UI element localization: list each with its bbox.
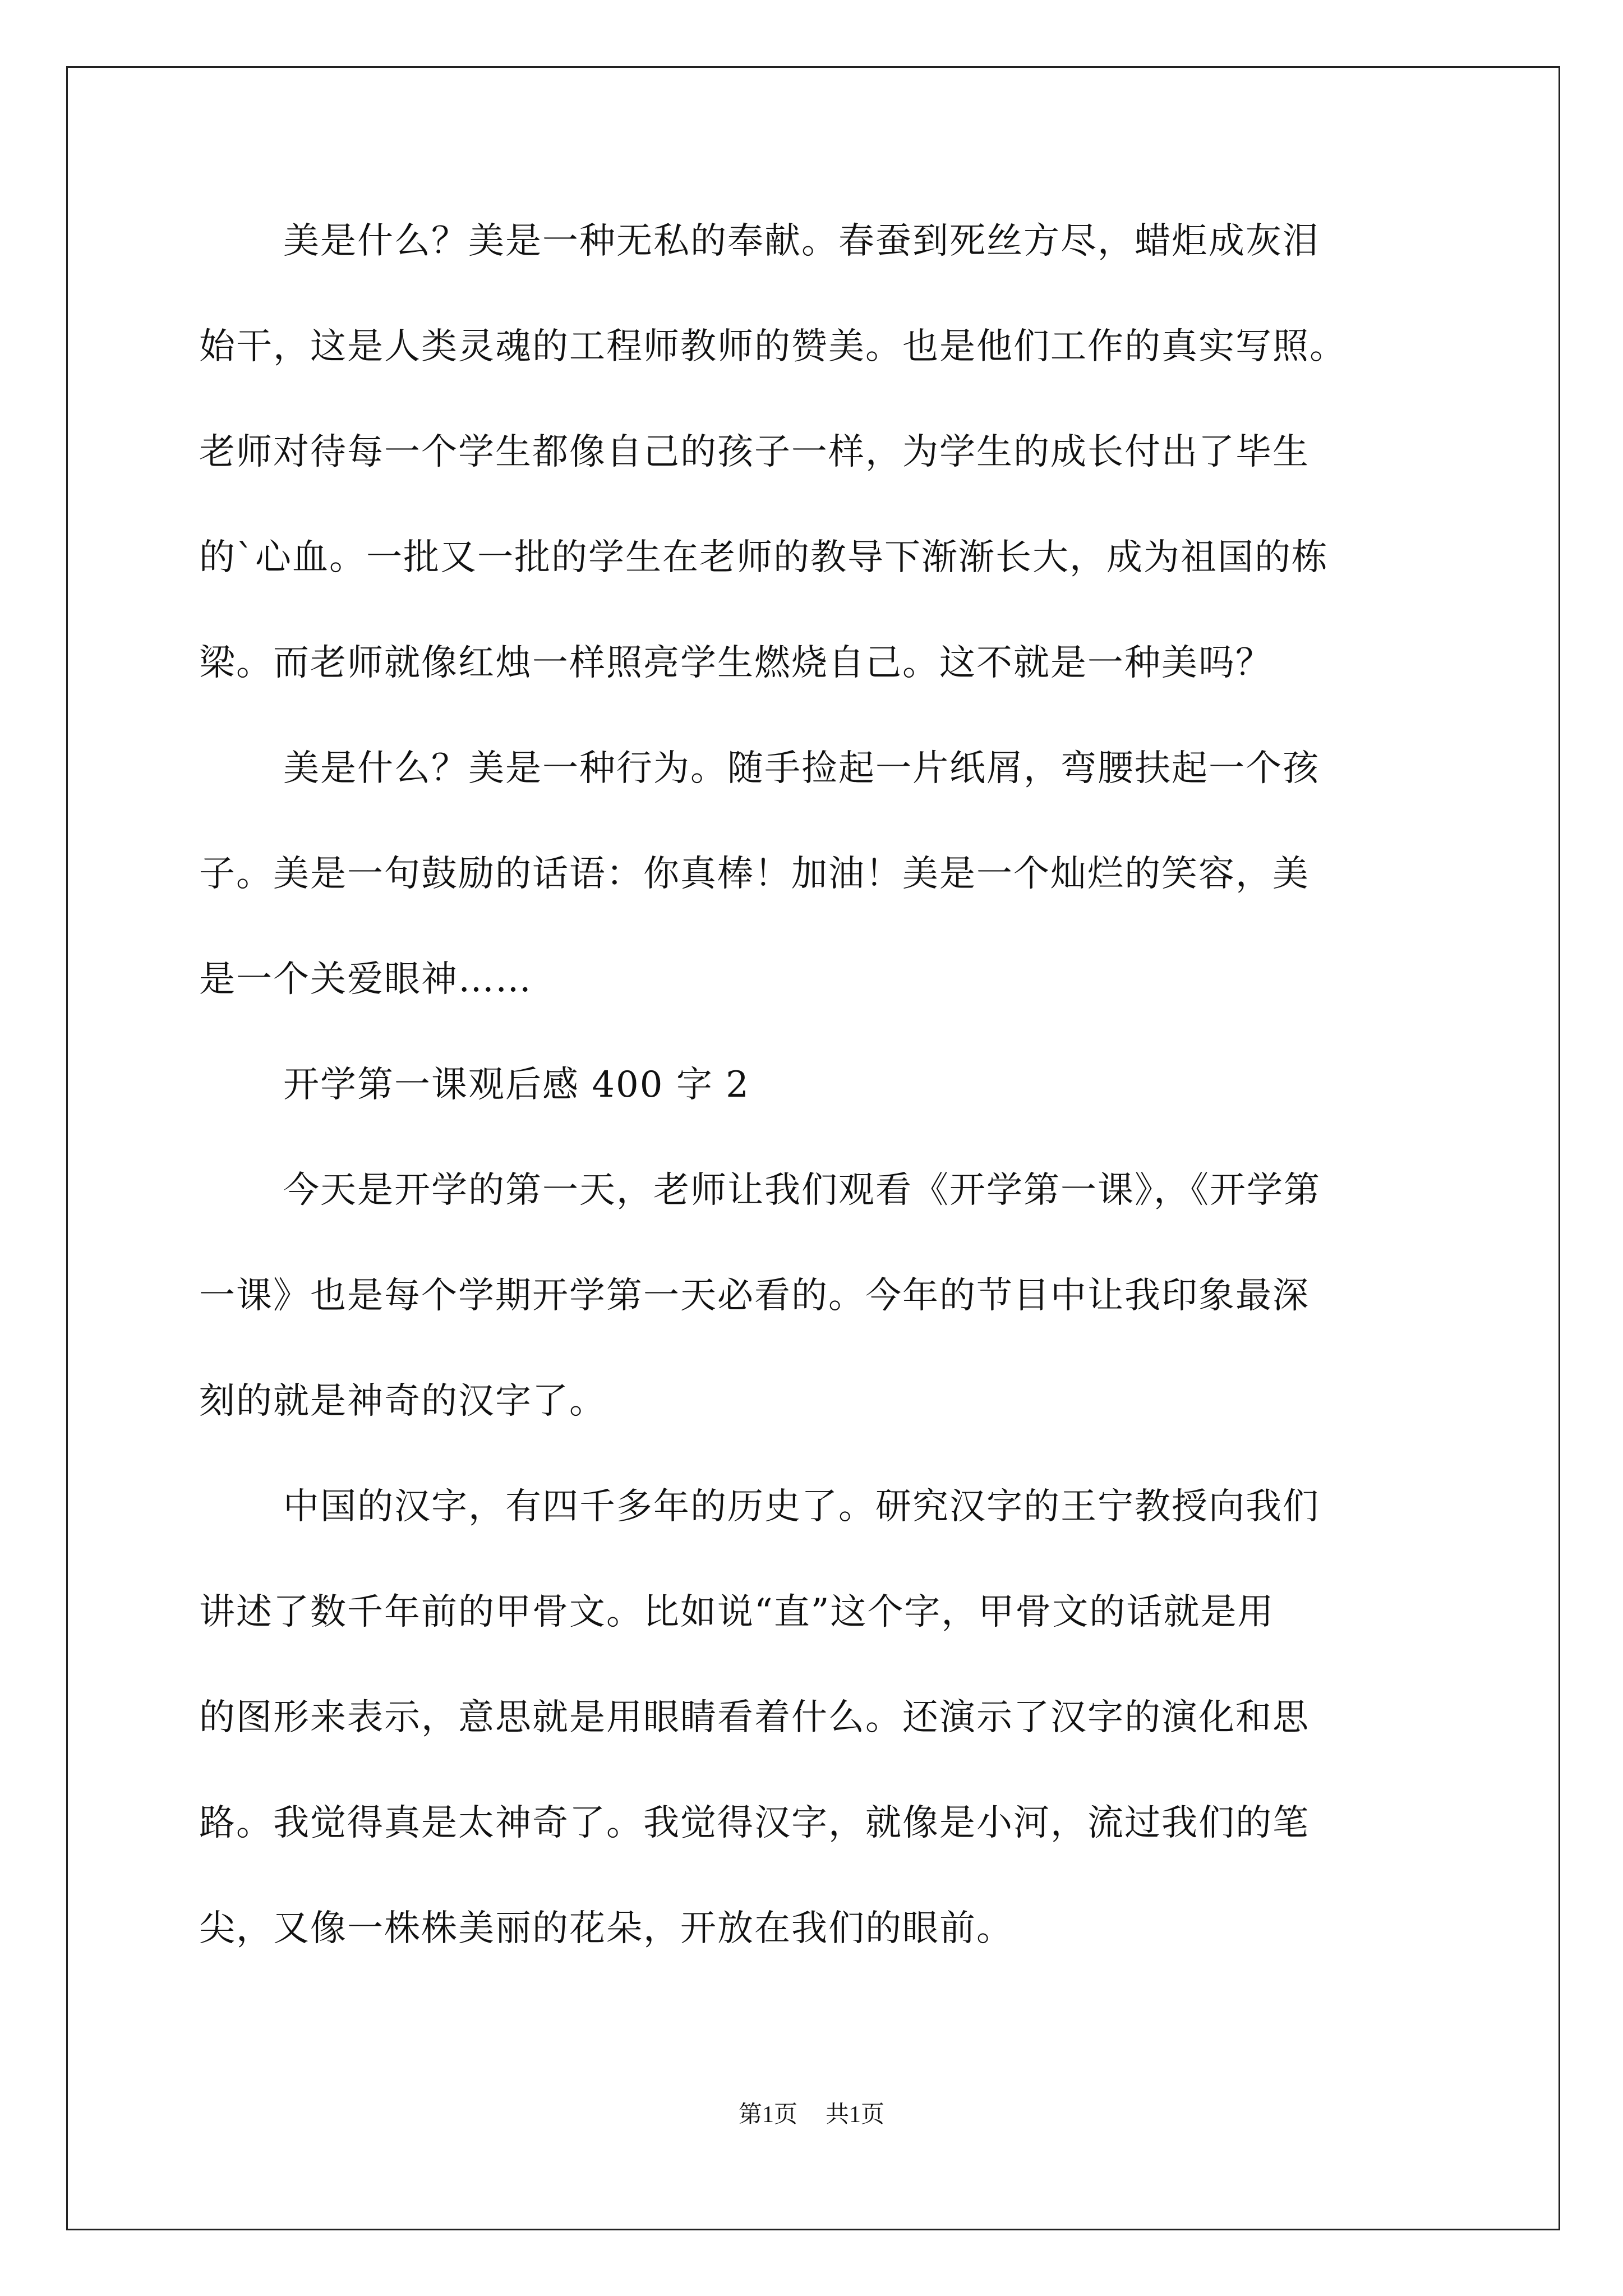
section-heading: 开学第一课观后感 400 字 2 xyxy=(283,1064,750,1106)
text-line: 始干，这是人类灵魂的工程师教师的赞美。也是他们工作的真实写照。 xyxy=(199,326,1347,367)
text-line: 老师对待每一个学生都像自己的孩子一样，为学生的成长付出了毕生 xyxy=(199,431,1310,473)
text-line: 美是什么？美是一种行为。随手捡起一片纸屑，弯腰扶起一个孩 xyxy=(283,748,1320,789)
text-line: 中国的汉字，有四千多年的历史了。研究汉字的王宁教授向我们 xyxy=(283,1486,1320,1527)
text-line: 一课》也是每个学期开学第一天必看的。今年的节目中让我印象最深 xyxy=(199,1275,1310,1317)
text-line: 的图形来表示，意思就是用眼睛看着什么。还演示了汉字的演化和思 xyxy=(199,1697,1310,1738)
text-line: 的`心血。一批又一批的学生在老师的教导下渐渐长大，成为祖国的栋 xyxy=(199,537,1329,578)
text-line: 尖，又像一株株美丽的花朵，开放在我们的眼前。 xyxy=(199,1908,1013,1949)
page-number: 第1页 xyxy=(738,2102,797,2128)
text-line: 刻的就是神奇的汉字了。 xyxy=(199,1381,606,1422)
document-body xyxy=(199,219,1433,2012)
text-line: 今天是开学的第一天，老师让我们观看《开学第一课》，《开学第 xyxy=(283,1170,1321,1211)
text-line: 讲述了数千年前的甲骨文。比如说“直”这个字，甲骨文的话就是用 xyxy=(199,1591,1275,1633)
text-line: 是一个关爱眼神…… xyxy=(199,959,532,1000)
text-line: 美是什么？美是一种无私的奉献。春蚕到死丝方尽，蜡炬成灰泪 xyxy=(283,220,1320,262)
text-line: 梁。而老师就像红烛一样照亮学生燃烧自己。这不就是一种美吗？ xyxy=(199,642,1272,684)
page-total: 共1页 xyxy=(826,2102,885,2128)
text-line: 子。美是一句鼓励的话语：你真棒！加油！美是一个灿烂的笑容，美 xyxy=(199,853,1310,895)
text-line: 路。我觉得真是太神奇了。我觉得汉字，就像是小河，流过我们的笔 xyxy=(199,1802,1310,1844)
page-footer xyxy=(0,2101,1623,2129)
